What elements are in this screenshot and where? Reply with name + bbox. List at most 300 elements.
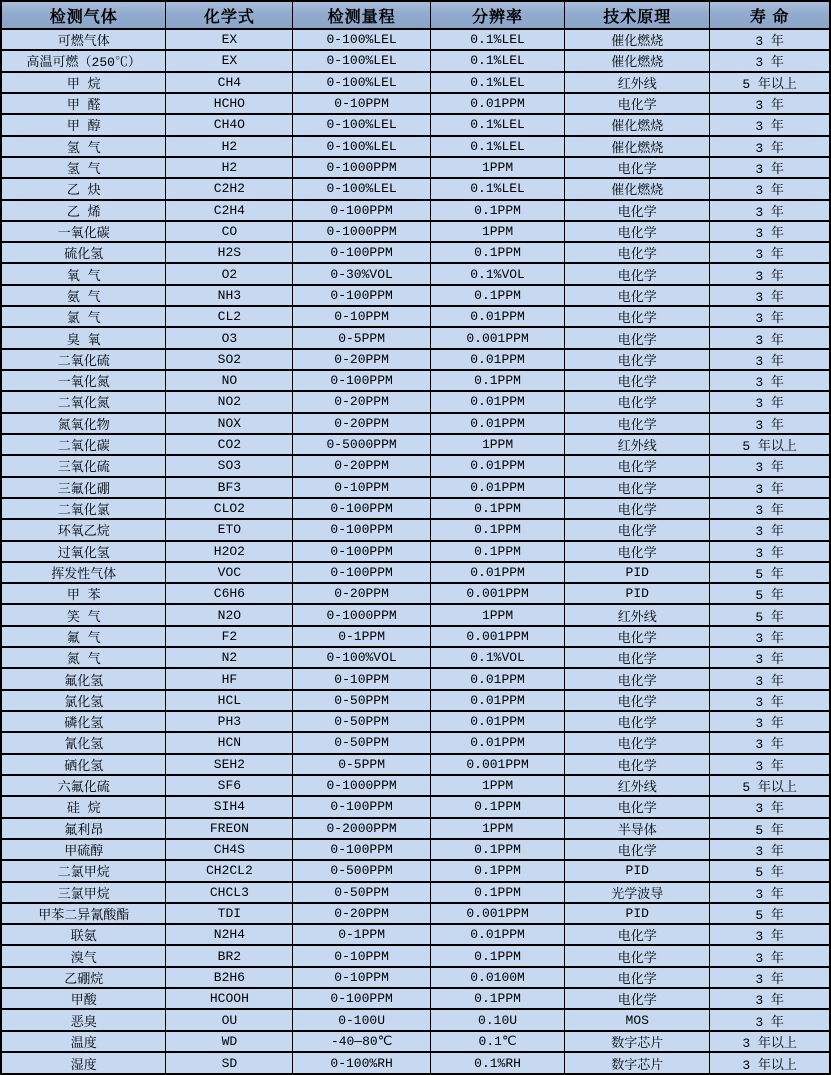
table-row bbox=[1, 562, 830, 583]
cell-principle: 催化燃烧 bbox=[565, 50, 710, 71]
cell-lifespan: 5 年 bbox=[710, 818, 830, 839]
cell-gas: 氟 气 bbox=[1, 626, 166, 647]
cell-resolution: 0.1%LEL bbox=[430, 72, 564, 93]
table-row bbox=[1, 29, 830, 50]
cell-resolution: 1PPM bbox=[430, 818, 564, 839]
cell-gas: 高温可燃（250℃） bbox=[1, 50, 166, 71]
cell-formula: H2S bbox=[166, 242, 293, 263]
cell-lifespan: 5 年以上 bbox=[710, 72, 830, 93]
cell-range: 0-100PPM bbox=[293, 541, 431, 562]
table-row bbox=[1, 1031, 830, 1052]
cell-gas: 臭 氧 bbox=[1, 327, 166, 348]
cell-resolution: 0.1PPM bbox=[430, 370, 564, 391]
cell-resolution: 0.1PPM bbox=[430, 860, 564, 881]
cell-range: 0-10PPM bbox=[293, 668, 431, 689]
table-row bbox=[1, 903, 830, 924]
cell-principle: 电化学 bbox=[565, 519, 710, 540]
cell-formula: EX bbox=[166, 29, 293, 50]
cell-formula: HCOOH bbox=[166, 988, 293, 1009]
cell-principle: 电化学 bbox=[565, 327, 710, 348]
cell-range: 0-5000PPM bbox=[293, 434, 431, 455]
cell-resolution: 0.1PPM bbox=[430, 541, 564, 562]
cell-formula: NOX bbox=[166, 413, 293, 434]
cell-gas: 甲 苯 bbox=[1, 583, 166, 604]
cell-principle: 电化学 bbox=[565, 285, 710, 306]
cell-formula: HCL bbox=[166, 690, 293, 711]
cell-resolution: 0.001PPM bbox=[430, 754, 564, 775]
table-row bbox=[1, 306, 830, 327]
cell-formula: SIH4 bbox=[166, 796, 293, 817]
header-row bbox=[1, 1, 830, 29]
cell-principle: 电化学 bbox=[565, 391, 710, 412]
cell-gas: 氯 气 bbox=[1, 306, 166, 327]
cell-range: 0-50PPM bbox=[293, 732, 431, 753]
cell-gas: 笑 气 bbox=[1, 604, 166, 625]
cell-formula: H2 bbox=[166, 157, 293, 178]
table-row bbox=[1, 860, 830, 881]
cell-gas: 甲 烷 bbox=[1, 72, 166, 93]
cell-lifespan: 3 年以上 bbox=[710, 1031, 830, 1052]
table-row bbox=[1, 413, 830, 434]
table-row bbox=[1, 263, 830, 284]
cell-formula: FREON bbox=[166, 818, 293, 839]
cell-resolution: 0.01PPM bbox=[430, 93, 564, 114]
cell-lifespan: 3 年 bbox=[710, 882, 830, 903]
cell-formula: OU bbox=[166, 1009, 293, 1030]
cell-gas: 乙 烯 bbox=[1, 200, 166, 221]
cell-gas: 三氧化硫 bbox=[1, 455, 166, 476]
cell-range: 0-100PPM bbox=[293, 519, 431, 540]
table-row bbox=[1, 818, 830, 839]
table-row bbox=[1, 327, 830, 348]
cell-resolution: 0.1PPM bbox=[430, 519, 564, 540]
table-row bbox=[1, 136, 830, 157]
cell-gas: 三氟化硼 bbox=[1, 477, 166, 498]
table-row bbox=[1, 924, 830, 945]
cell-gas: 氨 气 bbox=[1, 285, 166, 306]
cell-resolution: 1PPM bbox=[430, 775, 564, 796]
table-row bbox=[1, 711, 830, 732]
cell-gas: 硅 烷 bbox=[1, 796, 166, 817]
cell-resolution: 0.1PPM bbox=[430, 882, 564, 903]
cell-range: 0-10PPM bbox=[293, 306, 431, 327]
cell-lifespan: 5 年以上 bbox=[710, 775, 830, 796]
cell-range: 0-100%LEL bbox=[293, 72, 431, 93]
table-row bbox=[1, 519, 830, 540]
cell-resolution: 1PPM bbox=[430, 221, 564, 242]
cell-formula: SO2 bbox=[166, 349, 293, 370]
cell-resolution: 0.01PPM bbox=[430, 477, 564, 498]
cell-lifespan: 3 年 bbox=[710, 242, 830, 263]
cell-principle: 红外线 bbox=[565, 775, 710, 796]
cell-gas: 氢 气 bbox=[1, 136, 166, 157]
table-row bbox=[1, 498, 830, 519]
cell-resolution: 0.1%LEL bbox=[430, 136, 564, 157]
cell-gas: 氢 气 bbox=[1, 157, 166, 178]
cell-formula: N2O bbox=[166, 604, 293, 625]
cell-range: 0-1000PPM bbox=[293, 157, 431, 178]
cell-lifespan: 3 年 bbox=[710, 541, 830, 562]
cell-lifespan: 3 年 bbox=[710, 1009, 830, 1030]
cell-gas: 氮 气 bbox=[1, 647, 166, 668]
cell-formula: CO bbox=[166, 221, 293, 242]
cell-resolution: 1PPM bbox=[430, 604, 564, 625]
cell-lifespan: 3 年 bbox=[710, 327, 830, 348]
cell-lifespan: 3 年 bbox=[710, 221, 830, 242]
cell-formula: CH4 bbox=[166, 72, 293, 93]
cell-principle: 电化学 bbox=[565, 306, 710, 327]
cell-gas: 三氯甲烷 bbox=[1, 882, 166, 903]
table-row bbox=[1, 285, 830, 306]
cell-formula: TDI bbox=[166, 903, 293, 924]
cell-gas: 溴气 bbox=[1, 945, 166, 966]
cell-resolution: 0.01PPM bbox=[430, 306, 564, 327]
cell-formula: SD bbox=[166, 1052, 293, 1074]
cell-principle: MOS bbox=[565, 1009, 710, 1030]
cell-lifespan: 5 年 bbox=[710, 860, 830, 881]
cell-principle: 催化燃烧 bbox=[565, 178, 710, 199]
cell-gas: 氯化氢 bbox=[1, 690, 166, 711]
cell-resolution: 0.01PPM bbox=[430, 732, 564, 753]
table-row bbox=[1, 477, 830, 498]
cell-lifespan: 5 年 bbox=[710, 583, 830, 604]
cell-range: 0-1000PPM bbox=[293, 775, 431, 796]
cell-range: 0-100U bbox=[293, 1009, 431, 1030]
cell-range: 0-100PPM bbox=[293, 988, 431, 1009]
cell-lifespan: 3 年 bbox=[710, 157, 830, 178]
cell-range: 0-1PPM bbox=[293, 626, 431, 647]
cell-resolution: 0.1PPM bbox=[430, 498, 564, 519]
cell-principle: 电化学 bbox=[565, 839, 710, 860]
cell-principle: 半导体 bbox=[565, 818, 710, 839]
column-header-formula: 化学式 bbox=[166, 1, 293, 29]
cell-gas: 二氯甲烷 bbox=[1, 860, 166, 881]
cell-principle: 光学波导 bbox=[565, 882, 710, 903]
cell-principle: 电化学 bbox=[565, 263, 710, 284]
cell-formula: BF3 bbox=[166, 477, 293, 498]
cell-resolution: 0.1PPM bbox=[430, 839, 564, 860]
cell-lifespan: 3 年 bbox=[710, 754, 830, 775]
cell-formula: O2 bbox=[166, 263, 293, 284]
cell-gas: 联氨 bbox=[1, 924, 166, 945]
cell-principle: 数字芯片 bbox=[565, 1031, 710, 1052]
column-header-lifespan: 寿 命 bbox=[710, 1, 830, 29]
cell-formula: N2 bbox=[166, 647, 293, 668]
cell-principle: 电化学 bbox=[565, 477, 710, 498]
cell-formula: HF bbox=[166, 668, 293, 689]
cell-lifespan: 5 年 bbox=[710, 562, 830, 583]
cell-formula: CH4O bbox=[166, 114, 293, 135]
table-row bbox=[1, 668, 830, 689]
cell-gas: 过氧化氢 bbox=[1, 541, 166, 562]
cell-formula: PH3 bbox=[166, 711, 293, 732]
cell-range: 0-100PPM bbox=[293, 200, 431, 221]
cell-resolution: 0.001PPM bbox=[430, 626, 564, 647]
cell-lifespan: 3 年 bbox=[710, 839, 830, 860]
cell-lifespan: 3 年 bbox=[710, 306, 830, 327]
table-row bbox=[1, 349, 830, 370]
cell-gas: 挥发性气体 bbox=[1, 562, 166, 583]
cell-principle: 电化学 bbox=[565, 242, 710, 263]
cell-formula: CL2 bbox=[166, 306, 293, 327]
cell-range: 0-100PPM bbox=[293, 796, 431, 817]
cell-formula: C6H6 bbox=[166, 583, 293, 604]
cell-range: 0-10PPM bbox=[293, 945, 431, 966]
column-header-principle: 技术原理 bbox=[565, 1, 710, 29]
cell-lifespan: 5 年 bbox=[710, 604, 830, 625]
cell-resolution: 0.1%RH bbox=[430, 1052, 564, 1074]
cell-range: 0-1PPM bbox=[293, 924, 431, 945]
cell-formula: NH3 bbox=[166, 285, 293, 306]
cell-principle: PID bbox=[565, 903, 710, 924]
cell-gas: 环氧乙烷 bbox=[1, 519, 166, 540]
cell-formula: HCN bbox=[166, 732, 293, 753]
cell-lifespan: 3 年 bbox=[710, 349, 830, 370]
cell-principle: 电化学 bbox=[565, 221, 710, 242]
cell-formula: H2O2 bbox=[166, 541, 293, 562]
cell-principle: 电化学 bbox=[565, 200, 710, 221]
cell-gas: 二氧化氮 bbox=[1, 391, 166, 412]
cell-range: 0-100%LEL bbox=[293, 50, 431, 71]
cell-gas: 湿度 bbox=[1, 1052, 166, 1074]
table-row bbox=[1, 988, 830, 1009]
cell-principle: 电化学 bbox=[565, 988, 710, 1009]
cell-range: 0-50PPM bbox=[293, 882, 431, 903]
cell-resolution: 0.1PPM bbox=[430, 200, 564, 221]
cell-lifespan: 3 年以上 bbox=[710, 1052, 830, 1074]
table-row bbox=[1, 967, 830, 988]
cell-range: 0-100%LEL bbox=[293, 29, 431, 50]
table-row bbox=[1, 583, 830, 604]
cell-range: 0-100%LEL bbox=[293, 178, 431, 199]
table-row bbox=[1, 1052, 830, 1074]
cell-gas: 氰化氢 bbox=[1, 732, 166, 753]
table-row bbox=[1, 647, 830, 668]
cell-resolution: 0.01PPM bbox=[430, 690, 564, 711]
cell-resolution: 0.01PPM bbox=[430, 455, 564, 476]
cell-principle: 红外线 bbox=[565, 72, 710, 93]
cell-range: 0-20PPM bbox=[293, 903, 431, 924]
cell-lifespan: 3 年 bbox=[710, 690, 830, 711]
cell-lifespan: 3 年 bbox=[710, 626, 830, 647]
column-header-gas: 检测气体 bbox=[1, 1, 166, 29]
cell-formula: WD bbox=[166, 1031, 293, 1052]
cell-resolution: 0.1PPM bbox=[430, 988, 564, 1009]
cell-lifespan: 3 年 bbox=[710, 519, 830, 540]
cell-range: 0-10PPM bbox=[293, 477, 431, 498]
cell-range: 0-20PPM bbox=[293, 349, 431, 370]
cell-lifespan: 3 年 bbox=[710, 711, 830, 732]
cell-lifespan: 3 年 bbox=[710, 647, 830, 668]
cell-resolution: 0.1PPM bbox=[430, 945, 564, 966]
cell-principle: 催化燃烧 bbox=[565, 114, 710, 135]
cell-lifespan: 3 年 bbox=[710, 967, 830, 988]
cell-formula: H2 bbox=[166, 136, 293, 157]
cell-gas: 甲苯二异氰酸酯 bbox=[1, 903, 166, 924]
cell-resolution: 0.10U bbox=[430, 1009, 564, 1030]
cell-lifespan: 3 年 bbox=[710, 413, 830, 434]
cell-range: 0-10PPM bbox=[293, 93, 431, 114]
cell-lifespan: 3 年 bbox=[710, 945, 830, 966]
cell-formula: CLO2 bbox=[166, 498, 293, 519]
cell-principle: 红外线 bbox=[565, 604, 710, 625]
cell-range: 0-100PPM bbox=[293, 839, 431, 860]
table-row bbox=[1, 93, 830, 114]
cell-principle: 电化学 bbox=[565, 157, 710, 178]
cell-formula: EX bbox=[166, 50, 293, 71]
cell-range: 0-30%VOL bbox=[293, 263, 431, 284]
cell-range: 0-20PPM bbox=[293, 455, 431, 476]
table-row bbox=[1, 434, 830, 455]
cell-resolution: 0.01PPM bbox=[430, 668, 564, 689]
cell-lifespan: 3 年 bbox=[710, 114, 830, 135]
cell-lifespan: 3 年 bbox=[710, 136, 830, 157]
cell-principle: 电化学 bbox=[565, 754, 710, 775]
cell-principle: PID bbox=[565, 583, 710, 604]
cell-range: 0-100PPM bbox=[293, 370, 431, 391]
table-row bbox=[1, 391, 830, 412]
cell-resolution: 0.01PPM bbox=[430, 562, 564, 583]
cell-gas: 二氧化硫 bbox=[1, 349, 166, 370]
cell-gas: 二氧化碳 bbox=[1, 434, 166, 455]
cell-resolution: 0.001PPM bbox=[430, 583, 564, 604]
cell-gas: 可燃气体 bbox=[1, 29, 166, 50]
cell-gas: 硒化氢 bbox=[1, 754, 166, 775]
cell-principle: 催化燃烧 bbox=[565, 29, 710, 50]
table-row bbox=[1, 178, 830, 199]
cell-lifespan: 3 年 bbox=[710, 178, 830, 199]
table-row bbox=[1, 690, 830, 711]
cell-gas: 氧 气 bbox=[1, 263, 166, 284]
table-header bbox=[1, 1, 830, 29]
table-row bbox=[1, 541, 830, 562]
cell-lifespan: 3 年 bbox=[710, 50, 830, 71]
cell-lifespan: 3 年 bbox=[710, 498, 830, 519]
cell-gas: 甲 醛 bbox=[1, 93, 166, 114]
table-row bbox=[1, 455, 830, 476]
cell-gas: 甲酸 bbox=[1, 988, 166, 1009]
cell-formula: NO bbox=[166, 370, 293, 391]
table-row bbox=[1, 626, 830, 647]
cell-lifespan: 3 年 bbox=[710, 477, 830, 498]
cell-formula: N2H4 bbox=[166, 924, 293, 945]
cell-lifespan: 5 年 bbox=[710, 903, 830, 924]
table-row bbox=[1, 945, 830, 966]
cell-resolution: 0.1PPM bbox=[430, 285, 564, 306]
table-row bbox=[1, 114, 830, 135]
cell-gas: 温度 bbox=[1, 1031, 166, 1052]
table-row bbox=[1, 157, 830, 178]
cell-principle: 电化学 bbox=[565, 690, 710, 711]
cell-resolution: 0.1%LEL bbox=[430, 29, 564, 50]
cell-range: 0-2000PPM bbox=[293, 818, 431, 839]
cell-formula: SO3 bbox=[166, 455, 293, 476]
cell-gas: 甲硫醇 bbox=[1, 839, 166, 860]
cell-principle: 电化学 bbox=[565, 93, 710, 114]
cell-lifespan: 3 年 bbox=[710, 93, 830, 114]
cell-lifespan: 3 年 bbox=[710, 796, 830, 817]
cell-principle: 电化学 bbox=[565, 711, 710, 732]
cell-lifespan: 3 年 bbox=[710, 370, 830, 391]
cell-gas: 乙硼烷 bbox=[1, 967, 166, 988]
cell-formula: F2 bbox=[166, 626, 293, 647]
cell-lifespan: 3 年 bbox=[710, 200, 830, 221]
cell-gas: 磷化氢 bbox=[1, 711, 166, 732]
cell-principle: 电化学 bbox=[565, 668, 710, 689]
cell-formula: O3 bbox=[166, 327, 293, 348]
column-header-resolution: 分辨率 bbox=[430, 1, 564, 29]
cell-principle: 电化学 bbox=[565, 541, 710, 562]
cell-range: 0-20PPM bbox=[293, 583, 431, 604]
cell-resolution: 0.1℃ bbox=[430, 1031, 564, 1052]
cell-range: 0-1000PPM bbox=[293, 221, 431, 242]
cell-principle: 电化学 bbox=[565, 732, 710, 753]
cell-formula: C2H2 bbox=[166, 178, 293, 199]
cell-principle: 电化学 bbox=[565, 455, 710, 476]
table-row bbox=[1, 370, 830, 391]
table-row bbox=[1, 796, 830, 817]
cell-formula: ETO bbox=[166, 519, 293, 540]
cell-formula: BR2 bbox=[166, 945, 293, 966]
cell-principle: PID bbox=[565, 562, 710, 583]
table-row bbox=[1, 200, 830, 221]
cell-formula: HCHO bbox=[166, 93, 293, 114]
cell-range: 0-100PPM bbox=[293, 242, 431, 263]
cell-lifespan: 5 年以上 bbox=[710, 434, 830, 455]
cell-range: 0-100%VOL bbox=[293, 647, 431, 668]
cell-lifespan: 3 年 bbox=[710, 668, 830, 689]
cell-resolution: 0.01PPM bbox=[430, 924, 564, 945]
cell-resolution: 0.1%LEL bbox=[430, 50, 564, 71]
cell-lifespan: 3 年 bbox=[710, 455, 830, 476]
cell-resolution: 0.001PPM bbox=[430, 327, 564, 348]
cell-range: 0-20PPM bbox=[293, 391, 431, 412]
cell-range: 0-50PPM bbox=[293, 690, 431, 711]
cell-lifespan: 3 年 bbox=[710, 29, 830, 50]
cell-principle: 电化学 bbox=[565, 647, 710, 668]
cell-principle: PID bbox=[565, 860, 710, 881]
cell-resolution: 0.001PPM bbox=[430, 903, 564, 924]
table-row bbox=[1, 604, 830, 625]
cell-lifespan: 3 年 bbox=[710, 391, 830, 412]
cell-resolution: 0.1%LEL bbox=[430, 114, 564, 135]
table-row bbox=[1, 50, 830, 71]
cell-principle: 电化学 bbox=[565, 945, 710, 966]
table-row bbox=[1, 72, 830, 93]
cell-range: 0-500PPM bbox=[293, 860, 431, 881]
cell-formula: CH4S bbox=[166, 839, 293, 860]
cell-principle: 电化学 bbox=[565, 924, 710, 945]
cell-principle: 电化学 bbox=[565, 349, 710, 370]
table-body bbox=[1, 29, 830, 1074]
cell-gas: 一氧化碳 bbox=[1, 221, 166, 242]
cell-range: 0-5PPM bbox=[293, 754, 431, 775]
cell-gas: 氟化氢 bbox=[1, 668, 166, 689]
cell-principle: 红外线 bbox=[565, 434, 710, 455]
cell-gas: 一氧化氮 bbox=[1, 370, 166, 391]
cell-gas: 甲 醇 bbox=[1, 114, 166, 135]
cell-lifespan: 3 年 bbox=[710, 263, 830, 284]
cell-principle: 电化学 bbox=[565, 498, 710, 519]
cell-gas: 恶臭 bbox=[1, 1009, 166, 1030]
cell-resolution: 0.01PPM bbox=[430, 349, 564, 370]
cell-gas: 二氧化氯 bbox=[1, 498, 166, 519]
cell-range: 0-100%RH bbox=[293, 1052, 431, 1074]
cell-resolution: 0.1%LEL bbox=[430, 178, 564, 199]
cell-resolution: 0.1%VOL bbox=[430, 263, 564, 284]
table-row bbox=[1, 1009, 830, 1030]
cell-formula: VOC bbox=[166, 562, 293, 583]
